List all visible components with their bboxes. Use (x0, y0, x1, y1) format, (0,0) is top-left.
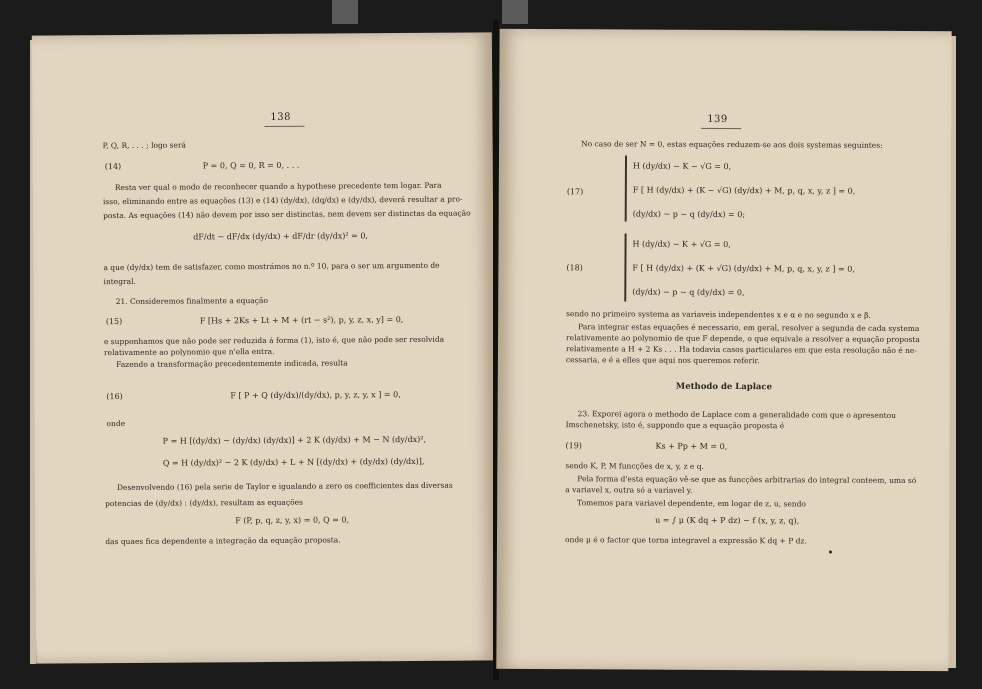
text-line: Pela forma d'esta equação vê-se que as funcções arbitrarias do integral conteem, uma só (577, 474, 917, 486)
equation-17-line: H (dy/dx) − K − √G = 0, (632, 161, 732, 172)
text-line: relativamente ao polynomio de que F depende, o que equivale a resolver a equação proposta (566, 333, 920, 345)
system-brace-17 (625, 155, 627, 221)
left-page-number: 138 (270, 111, 292, 123)
text-line: das quaes fica dependente a integração da equação proposta. (105, 535, 341, 547)
text-line: onde μ é o factor que torna integravel a expressão K dq + P dz. (564, 535, 807, 546)
equation-15: F [Hs + 2Ks + Lt + M + (rt − s²), p, y, z, x, y] = 0, (199, 315, 404, 326)
equation-label-16: (16) (106, 391, 123, 402)
equation-label-15: (15) (105, 316, 123, 327)
text-line: Para integrar estas equações é necessario, em geral, resolver a segunda de cada systema (578, 322, 920, 334)
text-line: sendo no primeiro systema as variaveis independentes x e α e no segundo x e β. (566, 309, 871, 320)
equation-18-line: F [ H (dy/dx) + (K + √G) (dy/dx) + M, p, q, x, y, z ] = 0, (632, 263, 855, 274)
text-line: relativamente a H + 2 Ks . . . Ha todavia casos particulares em que esta resolução não é ne- (565, 344, 917, 356)
section-heading: Methodo de Laplace (675, 381, 773, 393)
equation-18-line: H (dy/dx) − K + √G = 0, (632, 239, 731, 250)
equation-condition: dF/dt − dF/dx (dy/dx) + dF/dr (dy/dx)² = 0, (193, 231, 368, 242)
equation-u: u = ∫ μ (K dq + P dz) − f (x, y, z, q), (655, 515, 800, 526)
right-page (496, 29, 951, 671)
ink-mark (829, 551, 832, 554)
text-line: isso, eliminando entre as equações (13) e (14) (dy/dx), (dq/dx) e (dy/dx), deverá resultar a pro- (102, 194, 463, 207)
equation-label-18: (18) (566, 263, 583, 273)
equation-Q: Q = H (dy/dx)² − 2 K (dy/dx) + L + N [(dy/dx) + (dy/dx) (dy/dx)], (162, 456, 425, 468)
left-page (32, 32, 496, 663)
equation-14: P = 0, Q = 0, R = 0, . . . (202, 160, 300, 171)
text-line: posta. As equações (14) não devem por isso ser distinctas, nem devem ser distinctas da equação (103, 208, 471, 221)
text-line: a variavel x, outra só a variavel y. (565, 485, 693, 495)
text-line: Imschenetsky, isto é, suppondo que a equação proposta é (565, 420, 785, 431)
binder-clip-right (502, 0, 528, 24)
equation-P: P = H [(dy/dx) − (dy/dx) (dy/dx)] + 2 K (dy/dx) + M − N (dy/dx)², (162, 434, 427, 446)
text-line: onde (106, 418, 126, 429)
section-21-text: 21. Consideremos finalmente a equação (115, 295, 268, 307)
text-line: relativamente ao polynomio que n'ella entra. (103, 346, 275, 358)
equation-label-19: (19) (565, 441, 582, 451)
text-line: a que (dy/dx) tem de satisfazer, como mostrámos no n.º 10, para o ser um argumento de (103, 260, 440, 273)
right-header-rule (701, 128, 741, 129)
equation-label-14: (14) (104, 161, 122, 172)
text-line: Desenvolvendo (16) pela serie de Taylor e igualando a zero os coefficientes das diversas (116, 480, 453, 493)
text-line: No caso de ser N = 0, estas equações reduzem-se aos dois systemas seguintes: (581, 139, 883, 150)
equation-18-line: (dy/dx) − p − q (dy/dx) = 0, (632, 287, 745, 298)
equation-19: Ks + Pp + M = 0, (655, 441, 728, 452)
right-page-number: 139 (707, 113, 728, 126)
binder-clip-left (332, 0, 358, 24)
text-line: potencias de (dy/dx) : (dy/dx), resultam as equações (105, 497, 303, 509)
text-line: Tomemos para variavel dependente, em logar de z, u, sendo (577, 498, 806, 509)
equation-F: F (P, p, q, z, y, x) = 0, Q = 0, (235, 515, 350, 526)
system-brace-18 (624, 233, 626, 301)
text-line: Resta ver qual o modo de reconhecer quando a hypothese precedente tem logar. Para (114, 180, 442, 193)
equation-label-17: (17) (566, 187, 584, 197)
text-line: e supponhamos que não pode ser reduzida á forma (1), isto é, que não pode ser resolvida (103, 334, 445, 347)
text-line: cessaria, e é a elles que aqui nos queremos referir. (565, 355, 760, 366)
equation-17-line: (dy/dx) − p − q (dy/dx) = 0; (632, 209, 746, 220)
text-line: Fazendo a transformação precedentemente indicada, resulta (116, 358, 348, 370)
text-line: sendo K, P, M funcções de x, y, z e q. (565, 461, 704, 471)
text-line: P, Q, R, . . . ; logo será (102, 140, 187, 151)
text-line: integral. (103, 276, 136, 287)
section-23-text: 23. Exporei agora o methodo de Laplace com a generalidade com que o apresentou (577, 409, 896, 420)
equation-16: F [ P + Q (dy/dx)/(dy/dx), p, y, z, y, x ] = 0, (230, 390, 401, 401)
equation-17-line: F [ H (dy/dx) + (K − √G) (dy/dx) + M, p, q, x, y, z ] = 0, (632, 185, 856, 196)
left-header-rule (264, 126, 304, 127)
